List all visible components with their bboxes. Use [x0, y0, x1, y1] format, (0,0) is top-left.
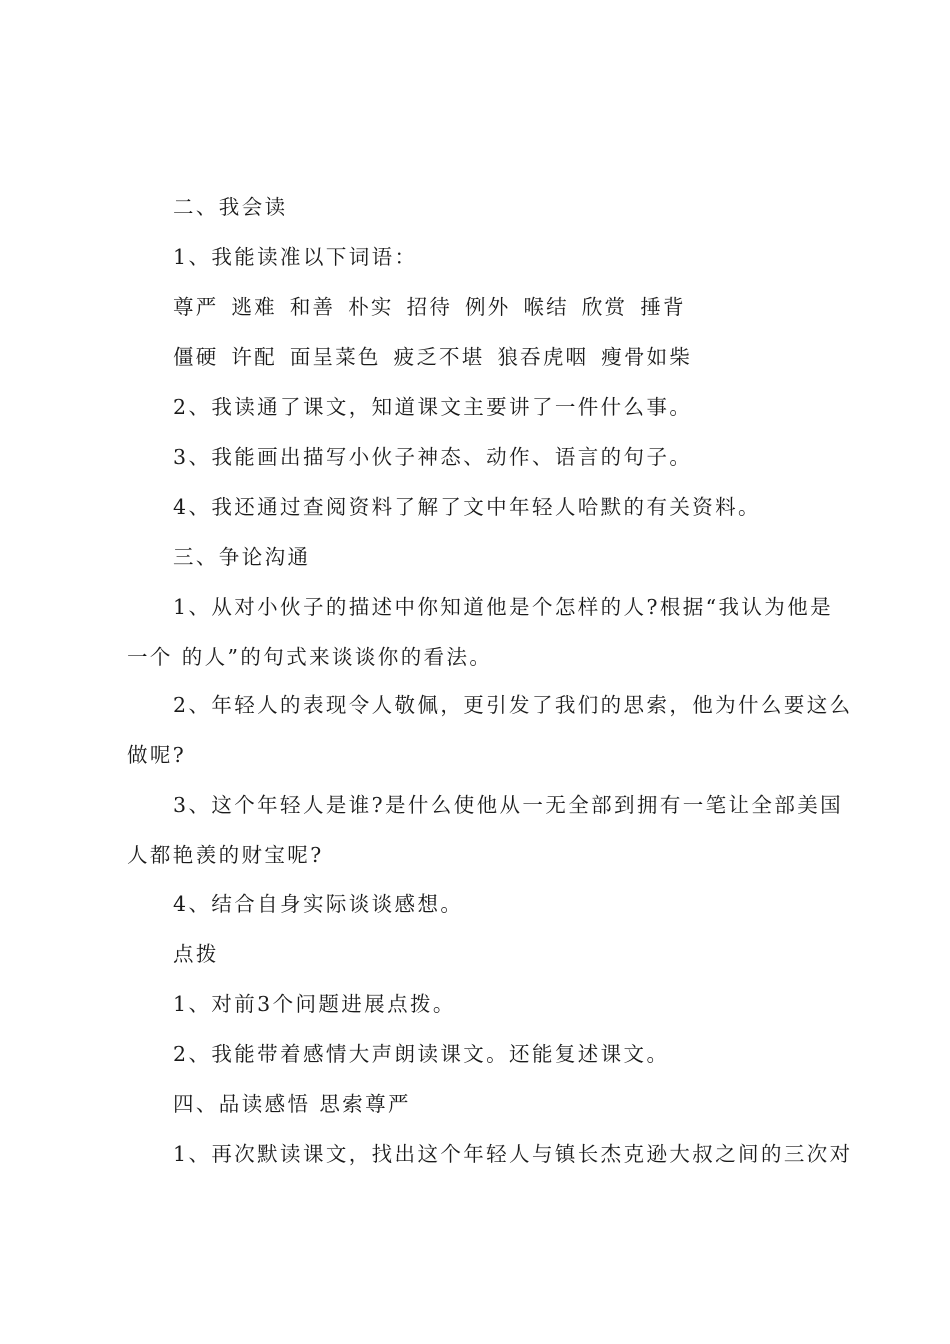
discussion-question-1-line-2: 一个 的人”的句式来谈谈你的看法。: [127, 645, 493, 669]
vocab-word: 例外: [465, 295, 511, 319]
appreciation-item-1-line-1: 1、再次默读课文，找出这个年轻人与镇长杰克逊大叔之间的三次对: [173, 1142, 853, 1166]
vocab-word: 狼吞虎咽: [497, 345, 589, 369]
vocab-word: 捶背: [640, 295, 686, 319]
discussion-question-1-line-1: 1、从对小伙子的描述中你知道他是个怎样的人?根据“我认为他是: [173, 595, 834, 619]
discussion-question-3-line-1: 3、这个年轻人是谁?是什么使他从一无全部到拥有一笔让全部美国: [173, 793, 844, 817]
vocab-word: 朴实: [348, 295, 394, 319]
guidance-item-1: 1、对前3个问题进展点拨。: [173, 992, 456, 1016]
discussion-question-2-line-1: 2、年轻人的表现令人敬佩，更引发了我们的思索，他为什么要这么: [173, 693, 853, 717]
vocab-word: 许配: [231, 345, 277, 369]
vocab-word: 逃难: [231, 295, 277, 319]
vocab-word: 欣赏: [581, 295, 628, 319]
reading-item-2: 2、我读通了课文，知道课文主要讲了一件什么事。: [173, 395, 693, 419]
vocab-word: 面呈菜色: [289, 345, 381, 369]
vocab-word: 招待: [406, 295, 453, 319]
vocab-word: 瘦骨如柴: [601, 345, 693, 369]
section-heading-guidance: 点拨: [173, 942, 219, 966]
section-heading-discussion: 三、争论沟通: [173, 545, 311, 569]
section-heading-reading: 二、我会读: [173, 195, 288, 219]
discussion-question-2-line-2: 做呢?: [127, 743, 187, 767]
vocab-word: 喉结: [523, 295, 569, 319]
vocab-word: 和善: [289, 295, 336, 319]
discussion-question-3-line-2: 人都艳羡的财宝呢?: [127, 843, 324, 867]
reading-item-1: 1、我能读准以下词语：: [173, 245, 418, 269]
discussion-question-4: 4、结合自身实际谈谈感想。: [173, 892, 464, 916]
reading-item-3: 3、我能画出描写小伙子神态、动作、语言的句子。: [173, 445, 693, 469]
guidance-item-2: 2、我能带着感情大声朗读课文。还能复述课文。: [173, 1042, 670, 1066]
vocabulary-row-2: [173, 344, 837, 370]
reading-item-4: 4、我还通过查阅资料了解了文中年轻人哈默的有关资料。: [173, 495, 761, 519]
vocabulary-row-1: [173, 294, 837, 320]
vocab-word: 尊严: [173, 295, 219, 319]
section-heading-appreciation: 四、品读感悟 思索尊严: [173, 1092, 411, 1116]
vocab-word: 僵硬: [173, 345, 219, 369]
vocab-word: 疲乏不堪: [393, 345, 485, 369]
